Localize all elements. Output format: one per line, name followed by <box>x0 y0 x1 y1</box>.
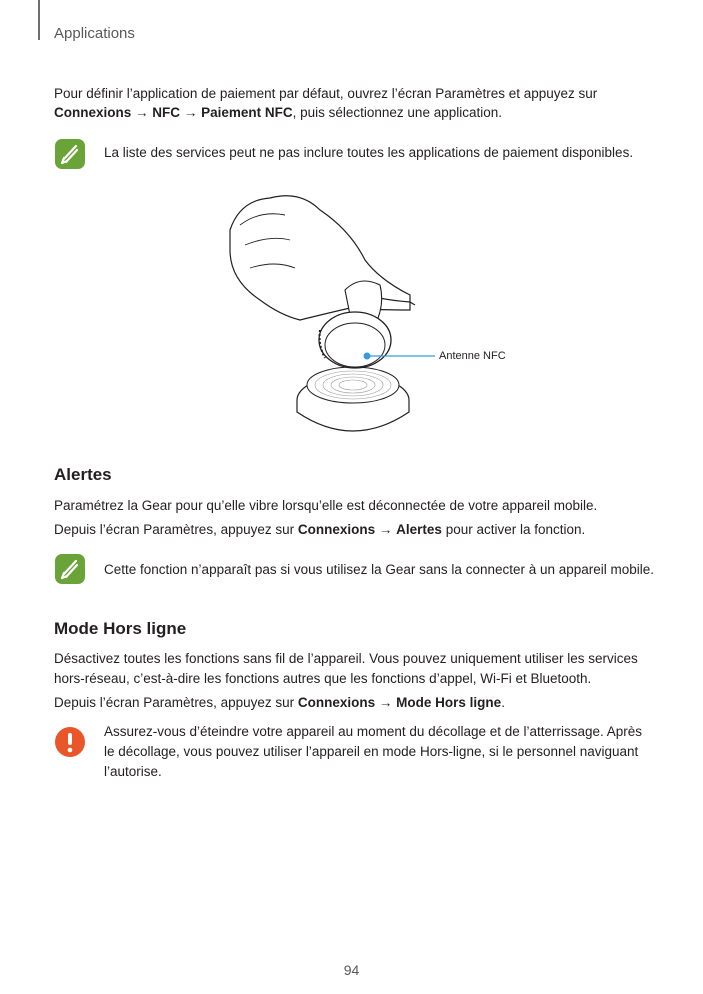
page-number: 94 <box>343 962 360 978</box>
note-icon <box>54 553 86 585</box>
intro-line-2: Connexions → NFC → Paiement NFC, puis sélectionnez une application. <box>54 105 502 120</box>
offline-heading: Mode Hors ligne <box>54 619 187 638</box>
intro-line-1: Pour définir l’application de paiement par défaut, ouvrez l’écran Paramètres et appuyez sur <box>54 86 598 101</box>
path-alertes: Alertes <box>396 522 442 537</box>
alerts-note-text: Cette fonction n’apparaît pas si vous utilisez la Gear sans la connecter à un appareil mobile. <box>104 562 655 577</box>
section-title: Applications <box>54 25 135 42</box>
path-connexions: Connexions <box>297 522 376 537</box>
path-connexions: Connexions <box>54 105 132 120</box>
offline-para-1-line-2: hors-réseau, c’est-à-dire les fonctions autres que les fonctions d’appel, Wi-Fi et Bluetooth. <box>54 671 592 686</box>
path-paiement-nfc: Paiement NFC <box>201 105 293 120</box>
note-1-text: La liste des services peut ne pas inclure toutes les applications de paiement disponibles. <box>104 145 634 160</box>
path-connexions: Connexions <box>297 695 376 710</box>
nfc-antenna-label: Antenne NFC <box>439 350 506 362</box>
warning-line-2: le décollage, vous pouvez utiliser l’appareil en mode Hors-ligne, si le personnel naviguant <box>104 744 639 759</box>
offline-para-2: Depuis l’écran Paramètres, appuyez sur Connexions → Mode Hors ligne. <box>54 695 505 710</box>
note-icon <box>54 138 86 170</box>
alerts-para-2: Depuis l’écran Paramètres, appuyez sur Connexions → Alertes pour activer la fonction. <box>54 522 586 537</box>
alerts-heading: Alertes <box>54 465 112 484</box>
warning-line-3: l’autorise. <box>104 764 162 779</box>
warning-icon <box>54 726 86 758</box>
warning-line-1: Assurez-vous d’éteindre votre appareil au moment du décollage et de l’atterrissage. Après <box>104 724 643 739</box>
watch-charger-illustration <box>200 180 540 450</box>
alerts-para-1: Paramétrez la Gear pour qu’elle vibre lorsqu’elle est déconnectée de votre appareil mobile. <box>54 498 598 513</box>
offline-para-1-line-1: Désactivez toutes les fonctions sans fil de l’appareil. Vous pouvez uniquement utiliser les services <box>54 651 638 666</box>
header-rule <box>38 0 40 40</box>
path-nfc: NFC <box>152 105 181 120</box>
path-mode-hors-ligne: Mode Hors ligne <box>396 695 502 710</box>
